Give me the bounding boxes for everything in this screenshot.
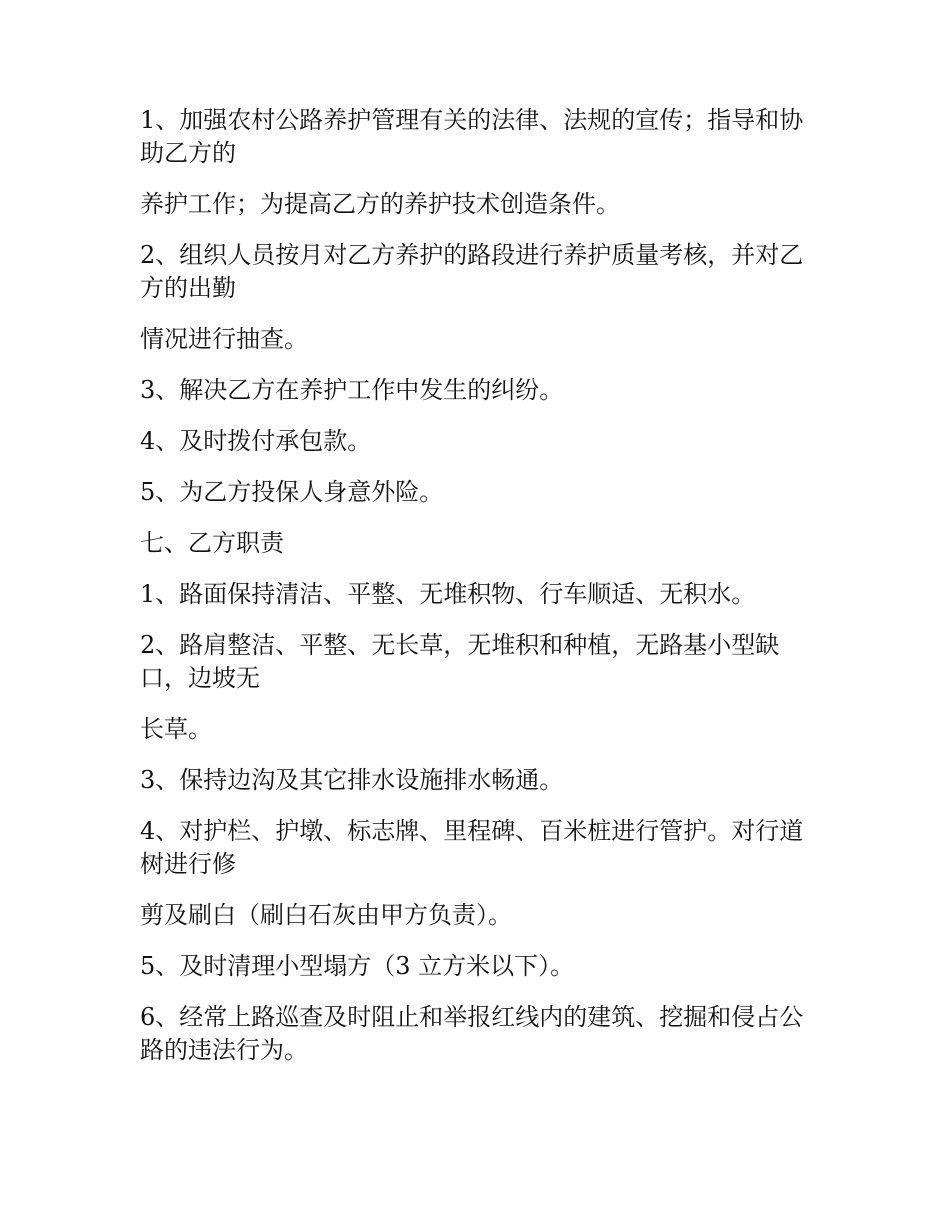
document-body <box>140 104 810 1085</box>
paragraph-14: 剪及刷白（刷白石灰由甲方负责）。 <box>140 901 512 929</box>
paragraph-12: 3、保持边沟及其它排水设施排水畅通。 <box>140 766 564 794</box>
paragraph-6: 4、及时拨付承包款。 <box>140 427 372 455</box>
paragraph-7: 5、为乙方投保人身意外险。 <box>140 478 444 506</box>
section-heading: 七、乙方职责 <box>140 529 284 557</box>
paragraph-13: 4、对护栏、护墩、标志牌、里程碑、百米桩进行管护。对行道树进行修 <box>140 817 804 878</box>
paragraph-16: 6、经常上路巡查及时阻止和举报红线内的建筑、挖掘和侵占公路的违法行为。 <box>140 1003 804 1064</box>
paragraph-3: 2、组织人员按月对乙方养护的路段进行养护质量考核，并对乙方的出勤 <box>140 241 804 302</box>
paragraph-11: 长草。 <box>140 715 212 743</box>
paragraph-4: 情况进行抽查。 <box>140 325 308 353</box>
paragraph-15: 5、及时清理小型塌方（3 立方米以下）。 <box>140 952 575 980</box>
paragraph-9: 1、路面保持清洁、平整、无堆积物、行车顺适、无积水。 <box>140 580 756 608</box>
paragraph-1: 1、加强农村公路养护管理有关的法律、法规的宣传；指导和协助乙方的 <box>140 106 804 167</box>
paragraph-2: 养护工作；为提高乙方的养护技术创造条件。 <box>140 190 620 218</box>
paragraph-10: 2、路肩整洁、平整、无长草，无堆积和种植，无路基小型缺口，边坡无 <box>140 631 780 692</box>
paragraph-5: 3、解决乙方在养护工作中发生的纠纷。 <box>140 376 564 404</box>
